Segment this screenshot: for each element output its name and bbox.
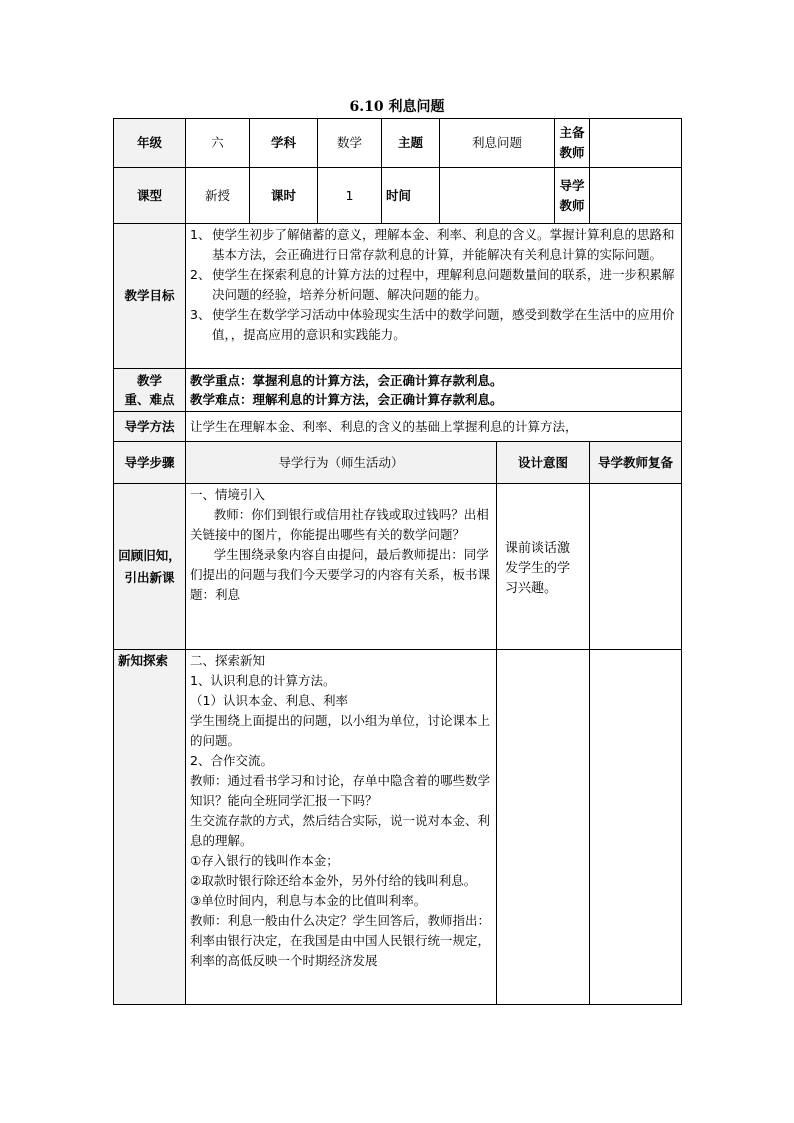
method-row: [114, 412, 682, 442]
activity-line: 学生围绕上面提出的问题，以小组为单位，讨论课本上的问题。: [190, 713, 491, 748]
time-value: [440, 168, 555, 224]
activity-line: 2、合作交流。: [190, 753, 273, 768]
method-label: 导学方法: [114, 412, 186, 442]
key-point: 教学重点：掌握利息的计算方法，会正确计算存款利息。: [190, 373, 503, 388]
goal-item: [190, 305, 677, 345]
step-header: 导学步骤: [114, 442, 186, 484]
section-label-line: 回顾旧知，: [118, 547, 181, 563]
activity-explore: [186, 650, 497, 1005]
activity-header: 导学行为（师生活动）: [186, 442, 497, 484]
goal-number: 1、: [190, 227, 211, 242]
header-row-1: [114, 119, 682, 168]
steps-header-row: [114, 442, 682, 484]
goal-number: 3、: [190, 307, 211, 322]
goals-row: [114, 224, 682, 369]
activity-line: 1、认识利息的计算方法。: [190, 673, 336, 688]
difficulty-point: 教学难点：理解利息的计算方法，会正确计算存款利息。: [190, 392, 503, 407]
goal-text: 使学生初步了解储蓄的意义，理解本金、利率、利息的含义。掌握计算利息的思路和基本方法，会正确进行日常存款利息的计算，并能解决有关利息计算的实际问题。: [212, 227, 675, 262]
focus-row: [114, 369, 682, 412]
focus-label: [114, 369, 186, 412]
method-text: 让学生在理解本金、利率、利息的含义的基础上掌握利息的计算方法，: [186, 412, 682, 442]
grade-label: 年级: [114, 119, 186, 168]
activity-line: 教师：你们到银行或信用社存钱或取过钱吗？出相关链接中的图片，你能提出哪些有关的数学问题？: [190, 507, 489, 542]
activity-line: 教师：通过看书学习和讨论，存单中隐含着的哪些数学知识？能向全班同学汇报一下吗？: [190, 773, 491, 808]
activity-line: 一、情境引入: [190, 487, 266, 502]
prep-review: [590, 484, 682, 650]
section-row-review: [114, 484, 682, 650]
prep-header: 导学教师复备: [590, 442, 682, 484]
grade-value: 六: [186, 119, 250, 168]
activity-line: 生交流存款的方式，然后结合实际，说一说对本金、利息的理解。: [190, 813, 491, 848]
guide-teacher-label: 导学教师: [555, 168, 590, 224]
lesson-plan-table: [113, 118, 682, 1005]
activity-line: 二、探索新知: [190, 653, 266, 668]
subject-label: 学科: [250, 119, 318, 168]
section-label-review: [114, 484, 186, 650]
activity-line: ①存入银行的钱叫作本金；: [190, 853, 339, 868]
section-label-explore: 新知探索: [114, 650, 186, 1005]
prep-explore: [590, 650, 682, 1005]
activity-line: ②取款时银行除还给本金外，另外付给的钱叫利息。: [190, 873, 477, 888]
document-title: 6.10 利息问题: [349, 99, 445, 115]
activity-line: 教师：利息一般由什么决定？学生回答后，教师指出：利率由银行决定，在我国是由中国人民银行统一规定，利率的高低反映一个时期经济发展: [190, 913, 491, 968]
period-label: 课时: [250, 168, 318, 224]
activity-review: [186, 484, 497, 650]
period-value: 1: [318, 168, 382, 224]
focus-content: [186, 369, 682, 412]
goals-label: 教学目标: [114, 224, 186, 369]
goal-text: 使学生在数学学习活动中体验现实生活中的数学问题，感受到数学在生活中的应用价值，，提高应用的意识和实践能力。: [212, 307, 675, 342]
goal-item: [190, 225, 677, 265]
subject-value: 数学: [318, 119, 382, 168]
topic-value: 利息问题: [440, 119, 555, 168]
section-row-explore: [114, 650, 682, 1005]
topic-label: 主题: [382, 119, 440, 168]
design-header: 设计意图: [497, 442, 590, 484]
design-intent-review: 课前谈话激发学生的学习兴趣。: [497, 484, 590, 650]
header-row-2: [114, 168, 682, 224]
goal-number: 2、: [190, 267, 211, 282]
activity-line: ③单位时间内，利息与本金的比值叫利率。: [190, 893, 427, 908]
design-intent-explore: [497, 650, 590, 1005]
activity-line: （1）认识本金、利息、利率: [190, 693, 348, 708]
time-label: 时间: [382, 168, 440, 224]
goals-content: [186, 224, 682, 369]
focus-label-line: 教学: [136, 373, 162, 388]
activity-line: 学生围绕录象内容自由提问，最后教师提出：同学们提出的问题与我们今天要学习的内容有关系，板书课题：利息: [190, 547, 491, 602]
type-value: 新授: [186, 168, 250, 224]
focus-label-line: 重、难点: [124, 392, 175, 407]
guide-teacher-value: [590, 168, 682, 224]
lead-teacher-value: [590, 119, 682, 168]
section-label-line: 引出新课: [124, 569, 175, 585]
goal-text: 使学生在探索利息的计算方法的过程中，理解利息问题数量间的联系，进一步积累解决问题的经验，培养分析问题、解决问题的能力。: [212, 267, 675, 302]
lead-teacher-label: 主备教师: [555, 119, 590, 168]
type-label: 课型: [114, 168, 186, 224]
goal-item: [190, 265, 677, 305]
